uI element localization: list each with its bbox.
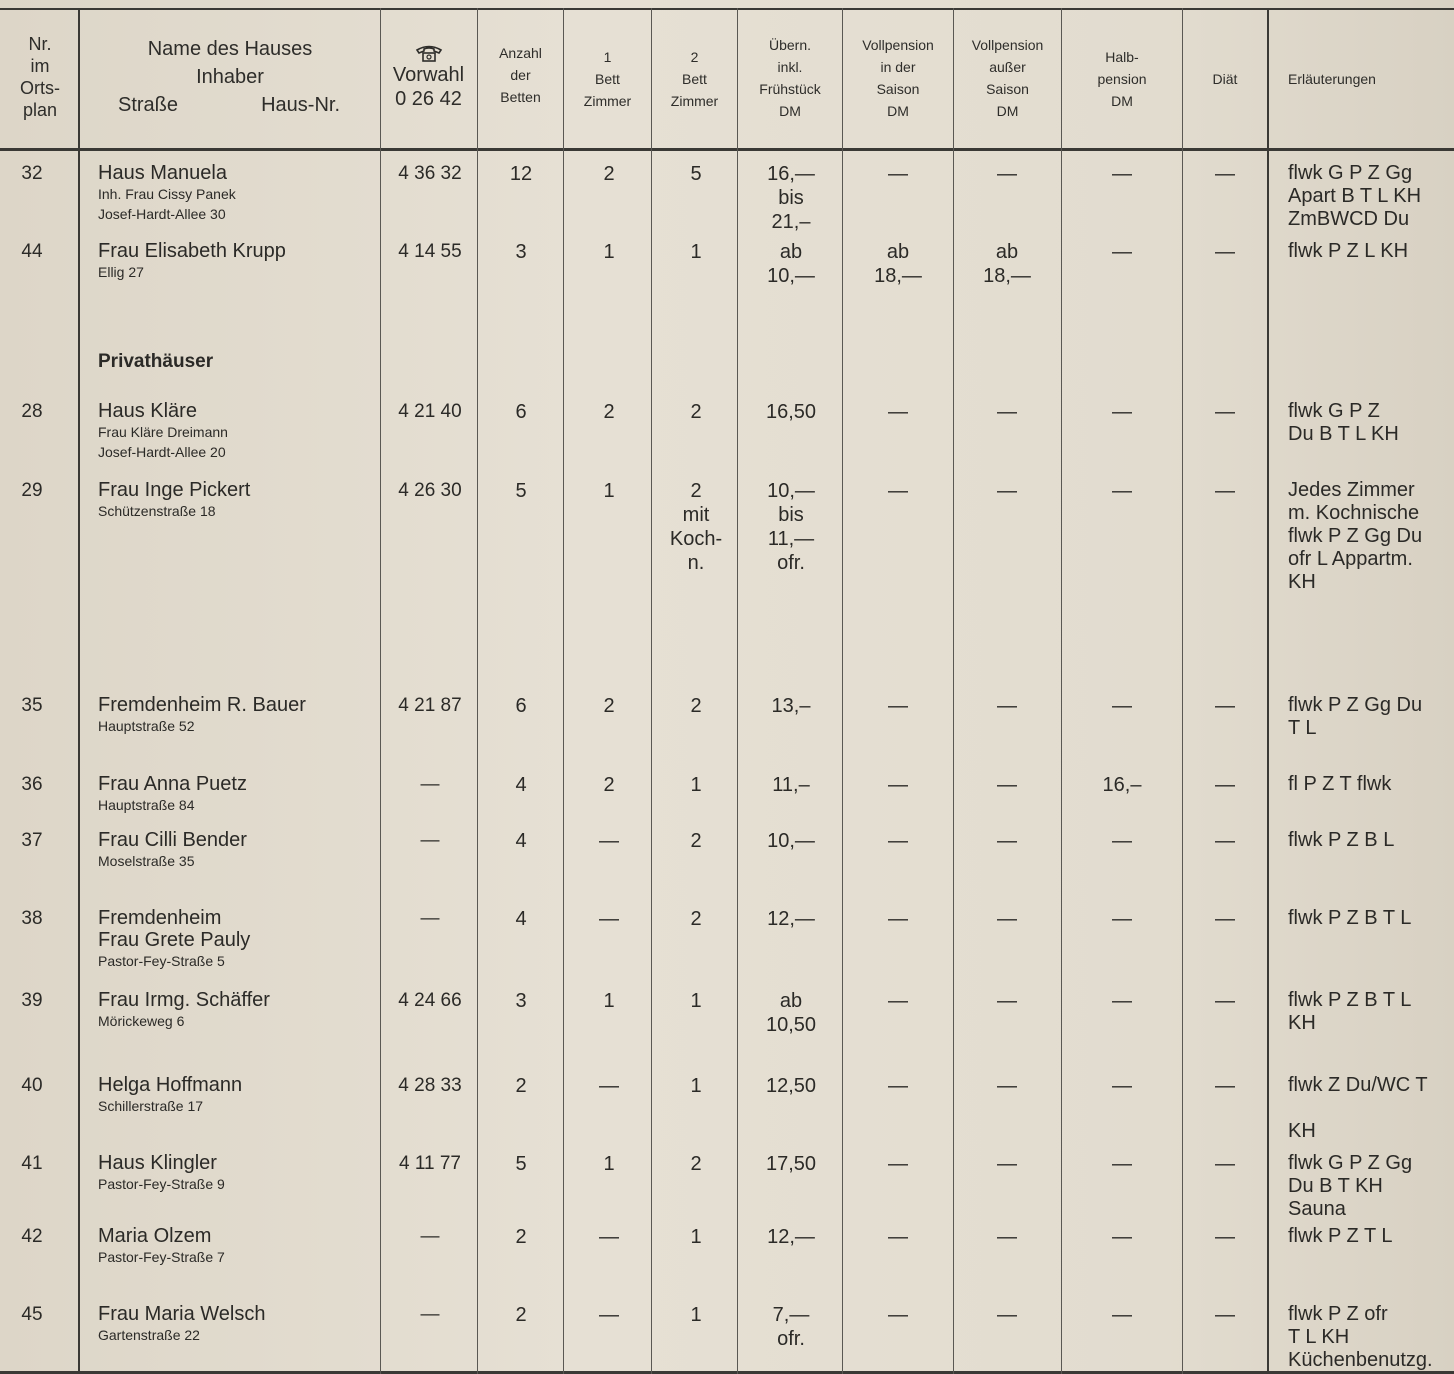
header-vorwahl-code: 0 26 42	[395, 88, 462, 110]
cell-erlaeuterungen: flwk G P Z Gg Du B T KH Sauna	[1288, 1152, 1413, 1220]
column-rule	[477, 8, 478, 1374]
cell-zweibettzimmer: 1	[690, 1226, 702, 1248]
cell-nr: 37	[21, 830, 43, 851]
cell-einbettzimmer: 1	[603, 990, 615, 1012]
column-rule	[1267, 8, 1269, 1374]
cell-halbpension: —	[1112, 1226, 1132, 1248]
cell-vollpension-ausser: —	[997, 774, 1017, 796]
cell-vollpension-ausser: —	[997, 695, 1017, 717]
cell-vollpension-ausser: ab 18,—	[983, 241, 1031, 287]
header-betten	[478, 12, 563, 142]
cell-telefon: 4 36 32	[398, 163, 462, 184]
street-address: Pastor-Fey-Straße 7	[98, 1249, 225, 1265]
cell-vollpension-saison: —	[888, 480, 908, 502]
header-zweibett-text: 2 Bett Zimmer	[670, 49, 719, 109]
house-name: Fremdenheim R. Bauer	[98, 694, 306, 716]
cell-einbettzimmer: —	[599, 830, 619, 852]
cell-telefon: —	[420, 774, 440, 795]
cell-zweibettzimmer: 1	[690, 990, 702, 1012]
header-diaet	[1183, 12, 1267, 142]
cell-halbpension: —	[1112, 241, 1132, 263]
owner-name: Inh. Frau Cissy Panek	[98, 186, 236, 202]
cell-vollpension-saison: —	[888, 990, 908, 1012]
cell-einbettzimmer: 2	[603, 695, 615, 717]
cell-vollpension-saison: —	[888, 163, 908, 185]
column-rule	[953, 8, 954, 1374]
cell-telefon: —	[420, 908, 440, 929]
cell-nr: 28	[21, 401, 43, 422]
cell-einbettzimmer: 2	[603, 163, 615, 185]
cell-erlaeuterungen: flwk P Z L KH	[1288, 240, 1409, 262]
cell-name	[98, 989, 378, 1031]
cell-zweibettzimmer: 1	[690, 774, 702, 796]
cell-halbpension: 16,–	[1102, 774, 1142, 796]
header-vorwahl	[381, 12, 476, 142]
cell-nr: 42	[21, 1226, 43, 1247]
header-zweibett	[652, 12, 737, 142]
header-nr	[4, 12, 76, 142]
cell-zweibettzimmer: 2	[690, 401, 702, 423]
street-address: Ellig 27	[98, 264, 144, 280]
cell-betten: 5	[515, 480, 527, 502]
house-name: Frau Irmg. Schäffer	[98, 989, 270, 1011]
street-address: Schützenstraße 18	[98, 503, 216, 519]
cell-zweibettzimmer: 2	[690, 695, 702, 717]
cell-erlaeuterungen: flwk P Z B T L KH	[1288, 989, 1412, 1034]
house-name: Fremdenheim	[98, 907, 222, 929]
cell-halbpension: —	[1112, 163, 1132, 185]
cell-vollpension-saison: —	[888, 774, 908, 796]
cell-vollpension-saison: —	[888, 695, 908, 717]
cell-betten: 4	[515, 774, 527, 796]
cell-nr: 45	[21, 1304, 43, 1325]
cell-erlaeuterungen: fl P Z T flwk	[1288, 773, 1392, 795]
cell-einbettzimmer: —	[599, 1226, 619, 1248]
cell-einbettzimmer: 2	[603, 774, 615, 796]
header-halbpension	[1062, 12, 1182, 142]
cell-vollpension-ausser: —	[997, 990, 1017, 1012]
cell-uebernachtung: 12,—	[767, 1226, 815, 1248]
cell-diaet: —	[1215, 1075, 1235, 1097]
cell-diaet: —	[1215, 401, 1235, 423]
cell-erlaeuterungen: flwk P Z B T L	[1288, 907, 1412, 929]
cell-vollpension-ausser: —	[997, 1075, 1017, 1097]
header-vorwahl-label: Vorwahl	[392, 64, 465, 86]
house-name: Frau Elisabeth Krupp	[98, 240, 286, 262]
cell-erlaeuterungen: Jedes Zimmer m. Kochnische flwk P Z Gg Du ofr L Appartm. KH	[1288, 479, 1423, 593]
header-erlaeuterungen-text: Erläuterungen	[1288, 71, 1376, 87]
house-name: Haus Kläre	[98, 400, 197, 422]
cell-halbpension: —	[1112, 1153, 1132, 1175]
cell-zweibettzimmer: 1	[690, 241, 702, 263]
cell-telefon: 4 24 66	[398, 990, 462, 1011]
section-title: Privathäuser	[98, 351, 214, 372]
cell-name	[98, 400, 378, 462]
cell-vollpension-ausser: —	[997, 480, 1017, 502]
house-name: Maria Olzem	[98, 1225, 212, 1247]
street-address: Schillerstraße 17	[98, 1098, 204, 1114]
cell-zweibettzimmer: 5	[690, 163, 702, 185]
column-rule	[1061, 8, 1062, 1374]
cell-telefon: 4 14 55	[398, 241, 462, 262]
cell-zweibettzimmer: 1	[690, 1304, 702, 1326]
cell-name	[98, 1303, 378, 1345]
cell-halbpension: —	[1112, 1304, 1132, 1326]
cell-halbpension: —	[1112, 401, 1132, 423]
house-name: Helga Hoffmann	[98, 1074, 243, 1096]
cell-uebernachtung: 16,50	[765, 401, 817, 423]
header-vp-saison	[843, 12, 953, 142]
telephone-icon	[414, 43, 444, 63]
cell-einbettzimmer: 1	[603, 241, 615, 263]
cell-telefon: 4 26 30	[398, 480, 462, 501]
cell-betten: 3	[515, 241, 527, 263]
cell-erlaeuterungen: flwk G P Z Du B T L KH	[1288, 400, 1399, 445]
cell-zweibettzimmer: 1	[690, 1075, 702, 1097]
cell-diaet: —	[1215, 908, 1235, 930]
cell-erlaeuterungen: flwk P Z T L	[1288, 1225, 1393, 1247]
cell-betten: 6	[515, 695, 527, 717]
cell-betten: 2	[515, 1075, 527, 1097]
street-address: Josef-Hardt-Allee 30	[98, 206, 226, 222]
cell-uebernachtung: 11,–	[772, 774, 810, 796]
cell-diaet: —	[1215, 1304, 1235, 1326]
cell-vollpension-saison: —	[888, 401, 908, 423]
house-name: Frau Cilli Bender	[98, 829, 247, 851]
cell-vollpension-ausser: —	[997, 908, 1017, 930]
header-einbett	[564, 12, 651, 142]
cell-nr: 40	[21, 1075, 43, 1096]
cell-nr: 44	[21, 241, 43, 262]
cell-name	[98, 479, 378, 521]
cell-name	[98, 907, 378, 971]
street-address: Hauptstraße 52	[98, 718, 195, 734]
cell-einbettzimmer: —	[599, 1304, 619, 1326]
cell-nr: 41	[21, 1153, 43, 1174]
cell-vollpension-ausser: —	[997, 401, 1017, 423]
cell-betten: 5	[515, 1153, 527, 1175]
column-rule	[563, 8, 564, 1374]
cell-betten: 6	[515, 401, 527, 423]
cell-name	[98, 773, 378, 815]
header-strasse: Straße	[118, 94, 179, 116]
cell-name	[98, 829, 378, 871]
cell-uebernachtung: ab 10,50	[765, 990, 817, 1036]
column-rule	[1182, 8, 1183, 1374]
cell-vollpension-ausser: —	[997, 1226, 1017, 1248]
top-rule	[0, 8, 1454, 10]
cell-name	[98, 1074, 378, 1116]
cell-diaet: —	[1215, 830, 1235, 852]
cell-halbpension: —	[1112, 830, 1132, 852]
house-name: Frau Maria Welsch	[98, 1303, 266, 1325]
owner-name: Frau Kläre Dreimann	[98, 424, 228, 440]
cell-uebernachtung: 10,— bis 11,— ofr.	[767, 480, 815, 574]
cell-nr: 32	[21, 163, 43, 184]
cell-erlaeuterungen: flwk G P Z Gg Apart B T L KH ZmBWCD Du	[1288, 162, 1422, 230]
cell-halbpension: —	[1112, 908, 1132, 930]
cell-zweibettzimmer: 2	[690, 908, 702, 930]
house-name: Frau Inge Pickert	[98, 479, 251, 501]
street-address: Pastor-Fey-Straße 5	[98, 953, 225, 969]
cell-vollpension-ausser: —	[997, 163, 1017, 185]
house-name-line2: Frau Grete Pauly	[98, 929, 251, 951]
header-nr-text: Nr. im Orts- plan	[20, 34, 60, 120]
column-rule	[842, 8, 843, 1374]
cell-halbpension: —	[1112, 480, 1132, 502]
header-name-line1: Name des Hauses	[147, 38, 313, 60]
cell-name	[98, 694, 378, 736]
cell-erlaeuterungen: flwk Z Du/WC T KH	[1288, 1074, 1428, 1142]
cell-name	[98, 1152, 378, 1194]
cell-diaet: —	[1215, 1153, 1235, 1175]
cell-einbettzimmer: 1	[603, 1153, 615, 1175]
cell-betten: 4	[515, 830, 527, 852]
cell-uebernachtung: 10,—	[767, 830, 815, 852]
cell-betten: 2	[515, 1304, 527, 1326]
street-address: Josef-Hardt-Allee 20	[98, 444, 226, 460]
cell-diaet: —	[1215, 695, 1235, 717]
cell-nr: 29	[21, 480, 43, 501]
cell-nr: 38	[21, 908, 43, 929]
column-rule	[380, 8, 381, 1374]
cell-telefon: 4 11 77	[399, 1153, 461, 1174]
cell-uebernachtung: 12,—	[767, 908, 815, 930]
cell-halbpension: —	[1112, 990, 1132, 1012]
cell-vollpension-saison: ab 18,—	[874, 241, 922, 287]
cell-betten: 2	[515, 1226, 527, 1248]
cell-einbettzimmer: —	[599, 1075, 619, 1097]
cell-zweibettzimmer: 2	[690, 1153, 702, 1175]
cell-diaet: —	[1215, 774, 1235, 796]
cell-vollpension-ausser: —	[997, 1153, 1017, 1175]
cell-erlaeuterungen: flwk P Z Gg Du T L	[1288, 694, 1423, 739]
street-address: Moselstraße 35	[98, 853, 195, 869]
cell-einbettzimmer: 1	[603, 480, 615, 502]
house-name: Haus Manuela	[98, 162, 227, 184]
header-halbpension-text: Halb- pension DM	[1097, 49, 1147, 109]
cell-halbpension: —	[1112, 1075, 1132, 1097]
cell-nr: 35	[21, 695, 43, 716]
cell-vollpension-ausser: —	[997, 830, 1017, 852]
cell-nr: 36	[21, 774, 43, 795]
cell-vollpension-ausser: —	[997, 1304, 1017, 1326]
cell-name	[98, 162, 378, 224]
header-address	[82, 91, 378, 119]
cell-nr: 39	[21, 990, 43, 1011]
cell-telefon: 4 21 40	[398, 401, 462, 422]
header-bottom-rule	[0, 148, 1454, 151]
cell-telefon: 4 21 87	[398, 695, 462, 716]
cell-zweibettzimmer: 2 mit Koch- n.	[669, 480, 723, 574]
cell-diaet: —	[1215, 163, 1235, 185]
cell-telefon: —	[420, 1226, 440, 1247]
cell-uebernachtung: 17,50	[765, 1153, 817, 1175]
header-uebern-text: Übern. inkl. Frühstück DM	[759, 37, 821, 119]
header-einbett-text: 1 Bett Zimmer	[583, 49, 632, 109]
cell-vollpension-saison: —	[888, 830, 908, 852]
cell-erlaeuterungen: flwk P Z ofr T L KH Küchenbenutzg.	[1288, 1303, 1433, 1371]
header-erlaeuterungen	[1268, 12, 1454, 86]
cell-uebernachtung: 12,50	[765, 1075, 817, 1097]
cell-vollpension-saison: —	[888, 1226, 908, 1248]
cell-telefon: 4 28 33	[398, 1075, 462, 1096]
cell-diaet: —	[1215, 241, 1235, 263]
cell-diaet: —	[1215, 1226, 1235, 1248]
cell-zweibettzimmer: 2	[690, 830, 702, 852]
header-vp-ausser-text: Vollpension außer Saison DM	[971, 37, 1044, 119]
street-address: Pastor-Fey-Straße 9	[98, 1176, 225, 1192]
cell-diaet: —	[1215, 480, 1235, 502]
cell-name	[98, 1225, 378, 1267]
header-hausnr: Haus-Nr.	[261, 94, 340, 116]
cell-diaet: —	[1215, 990, 1235, 1012]
cell-telefon: —	[420, 1304, 440, 1325]
header-vp-ausser	[954, 12, 1061, 142]
street-address: Gartenstraße 22	[98, 1327, 200, 1343]
cell-name	[98, 240, 378, 282]
cell-uebernachtung: ab 10,—	[767, 241, 815, 287]
cell-uebernachtung: 7,— ofr.	[772, 1304, 810, 1350]
cell-uebernachtung: 16,— bis 21,–	[767, 163, 815, 233]
header-uebern	[738, 12, 842, 142]
cell-vollpension-saison: —	[888, 1075, 908, 1097]
street-address: Mörickeweg 6	[98, 1013, 185, 1029]
header-name-line2: Inhaber	[196, 66, 264, 88]
house-name: Haus Klingler	[98, 1152, 217, 1174]
cell-vollpension-saison: —	[888, 1304, 908, 1326]
cell-vollpension-saison: —	[888, 908, 908, 930]
column-rule	[78, 8, 80, 1374]
cell-betten: 3	[515, 990, 527, 1012]
street-address: Hauptstraße 84	[98, 797, 195, 813]
column-rule	[737, 8, 738, 1374]
header-betten-text: Anzahl der Betten	[499, 45, 542, 105]
cell-einbettzimmer: —	[599, 908, 619, 930]
cell-halbpension: —	[1112, 695, 1132, 717]
cell-uebernachtung: 13,–	[771, 695, 811, 717]
header-diaet-text: Diät	[1212, 71, 1238, 87]
house-name: Frau Anna Puetz	[98, 773, 247, 795]
cell-betten: 4	[515, 908, 527, 930]
cell-vollpension-saison: —	[888, 1153, 908, 1175]
cell-telefon: —	[420, 830, 440, 851]
cell-einbettzimmer: 2	[603, 401, 615, 423]
cell-erlaeuterungen: flwk P Z B L	[1288, 829, 1395, 851]
header-vp-saison-text: Vollpension in der Saison DM	[862, 37, 934, 119]
header-name	[82, 12, 378, 142]
cell-betten: 12	[509, 163, 533, 185]
